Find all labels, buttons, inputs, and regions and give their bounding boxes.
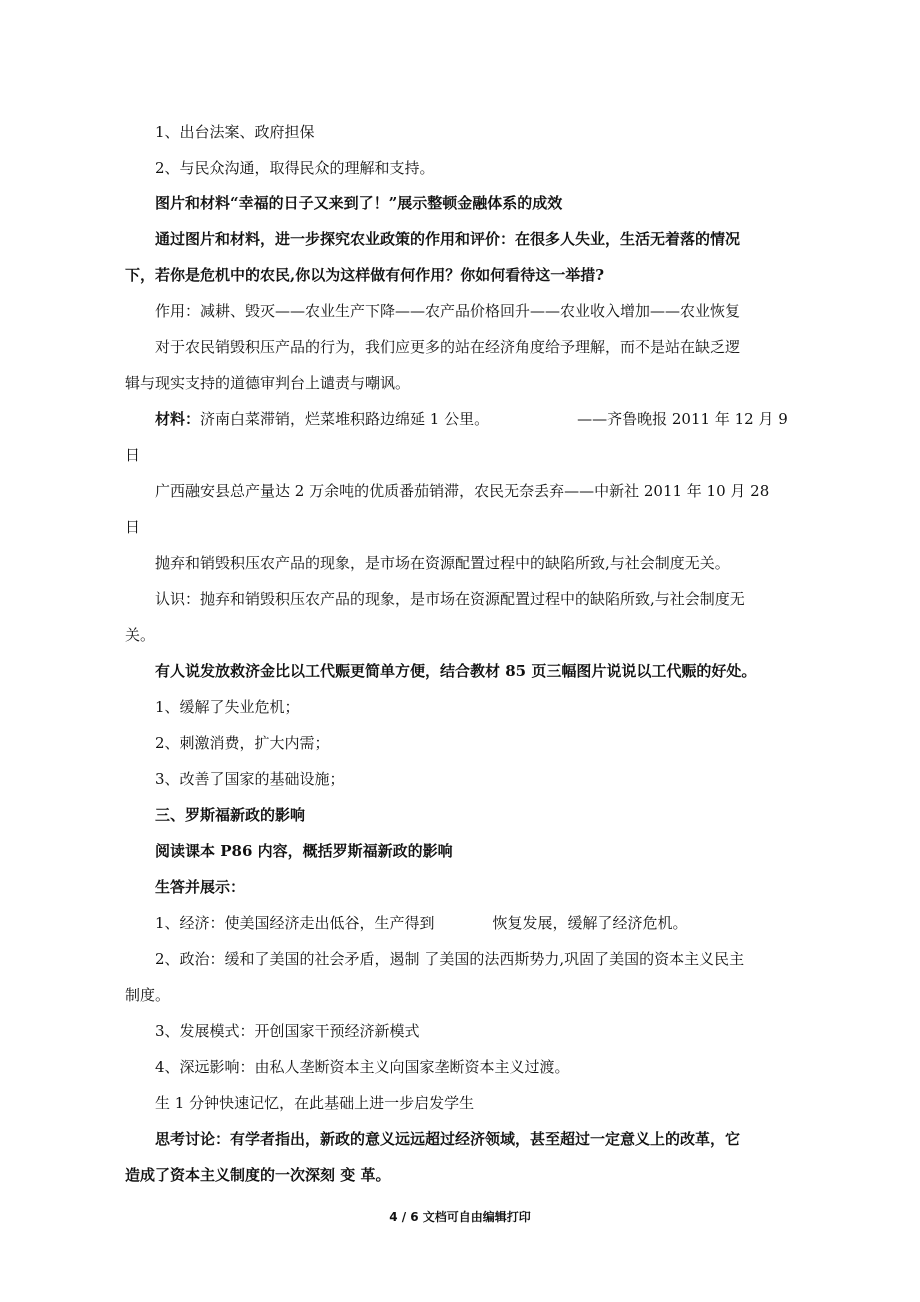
text-line: 造成了资本主义制度的一次深刻 变 革。	[125, 1166, 391, 1184]
text-line: 有人说发放救济金比以工代赈更简单方便，结合教材 85 页三幅图片说说以工代赈的好处。	[155, 662, 757, 680]
text-fragment: 恢复发展，缓解了经济危机。	[492, 914, 688, 932]
text-line	[155, 409, 835, 429]
section-heading: 三、罗斯福新政的影响	[155, 806, 306, 824]
text-line: 通过图片和材料，进一步探究农业政策的作用和评价：在很多人失业，生活无着落的情况	[155, 230, 741, 248]
text-line: 3、发展模式：开创国家干预经济新模式	[155, 1022, 420, 1040]
text-line: 1、出台法案、政府担保	[155, 123, 315, 141]
text-line: 辑与现实支持的道德审判台上谴责与嘲讽。	[125, 374, 411, 392]
text-line: 认识：抛弃和销毁积压农产品的现象，是市场在资源配置过程中的缺陷所致,与社会制度无	[155, 590, 745, 608]
material-source: ——齐鲁晚报 2011 年 12 月 9	[577, 410, 788, 428]
text-line: 制度。	[125, 986, 171, 1004]
text-line: 日	[125, 518, 141, 536]
text-line: 广西融安县总产量达 2 万余吨的优质番茄销滞，农民无奈丢弃——中新社 2011 年 10 月 28	[155, 482, 770, 500]
text-line: 生 1 分钟快速记忆，在此基础上进一步启发学生	[155, 1094, 475, 1112]
text-line: 2、政治：缓和了美国的社会矛盾，遏制 了美国的法西斯势力,巩固了美国的资本主义民主	[155, 950, 745, 968]
text-line: 1、缓解了失业危机；	[155, 698, 300, 716]
material-text: 济南白菜滞销，烂菜堆积路边绵延 1 公里。	[200, 410, 490, 428]
text-line	[155, 913, 835, 933]
text-line: 2、刺激消费，扩大内需；	[155, 734, 330, 752]
text-line: 关。	[125, 626, 156, 644]
text-line: 抛弃和销毁积压农产品的现象，是市场在资源配置过程中的缺陷所致,与社会制度无关。	[155, 554, 730, 572]
text-line: 日	[125, 446, 141, 464]
text-fragment: 1、经济：使美国经济走出低谷，生产得到	[155, 914, 435, 932]
text-line: 2、与民众沟通，取得民众的理解和支持。	[155, 159, 435, 177]
page-footer: 4 / 6 文档可自由编辑打印	[389, 1210, 531, 1224]
text-line: 思考讨论：有学者指出，新政的意义远远超过经济领域，甚至超过一定意义上的改革，它	[155, 1130, 741, 1148]
text-line: 4、深远影响：由私人垄断资本主义向国家垄断资本主义过渡。	[155, 1058, 570, 1076]
text-line: 作用：减耕、毁灭——农业生产下降——农产品价格回升——农业收入增加——农业恢复	[155, 302, 741, 320]
text-line: 生答并展示：	[155, 878, 246, 896]
text-line: 图片和材料“幸福的日子又来到了！”展示整顿金融体系的成效	[155, 194, 563, 212]
text-line: 下，若你是危机中的农民,你以为这样做有何作用？你如何看待这一举措?	[125, 266, 605, 284]
text-line: 3、改善了国家的基础设施；	[155, 770, 345, 788]
text-line: 对于农民销毁积压产品的行为，我们应更多的站在经济角度给予理解，而不是站在缺乏逻	[155, 338, 741, 356]
text-line: 阅读课本 P86 内容，概括罗斯福新政的影响	[155, 842, 453, 860]
material-label: 材料：	[155, 410, 201, 428]
